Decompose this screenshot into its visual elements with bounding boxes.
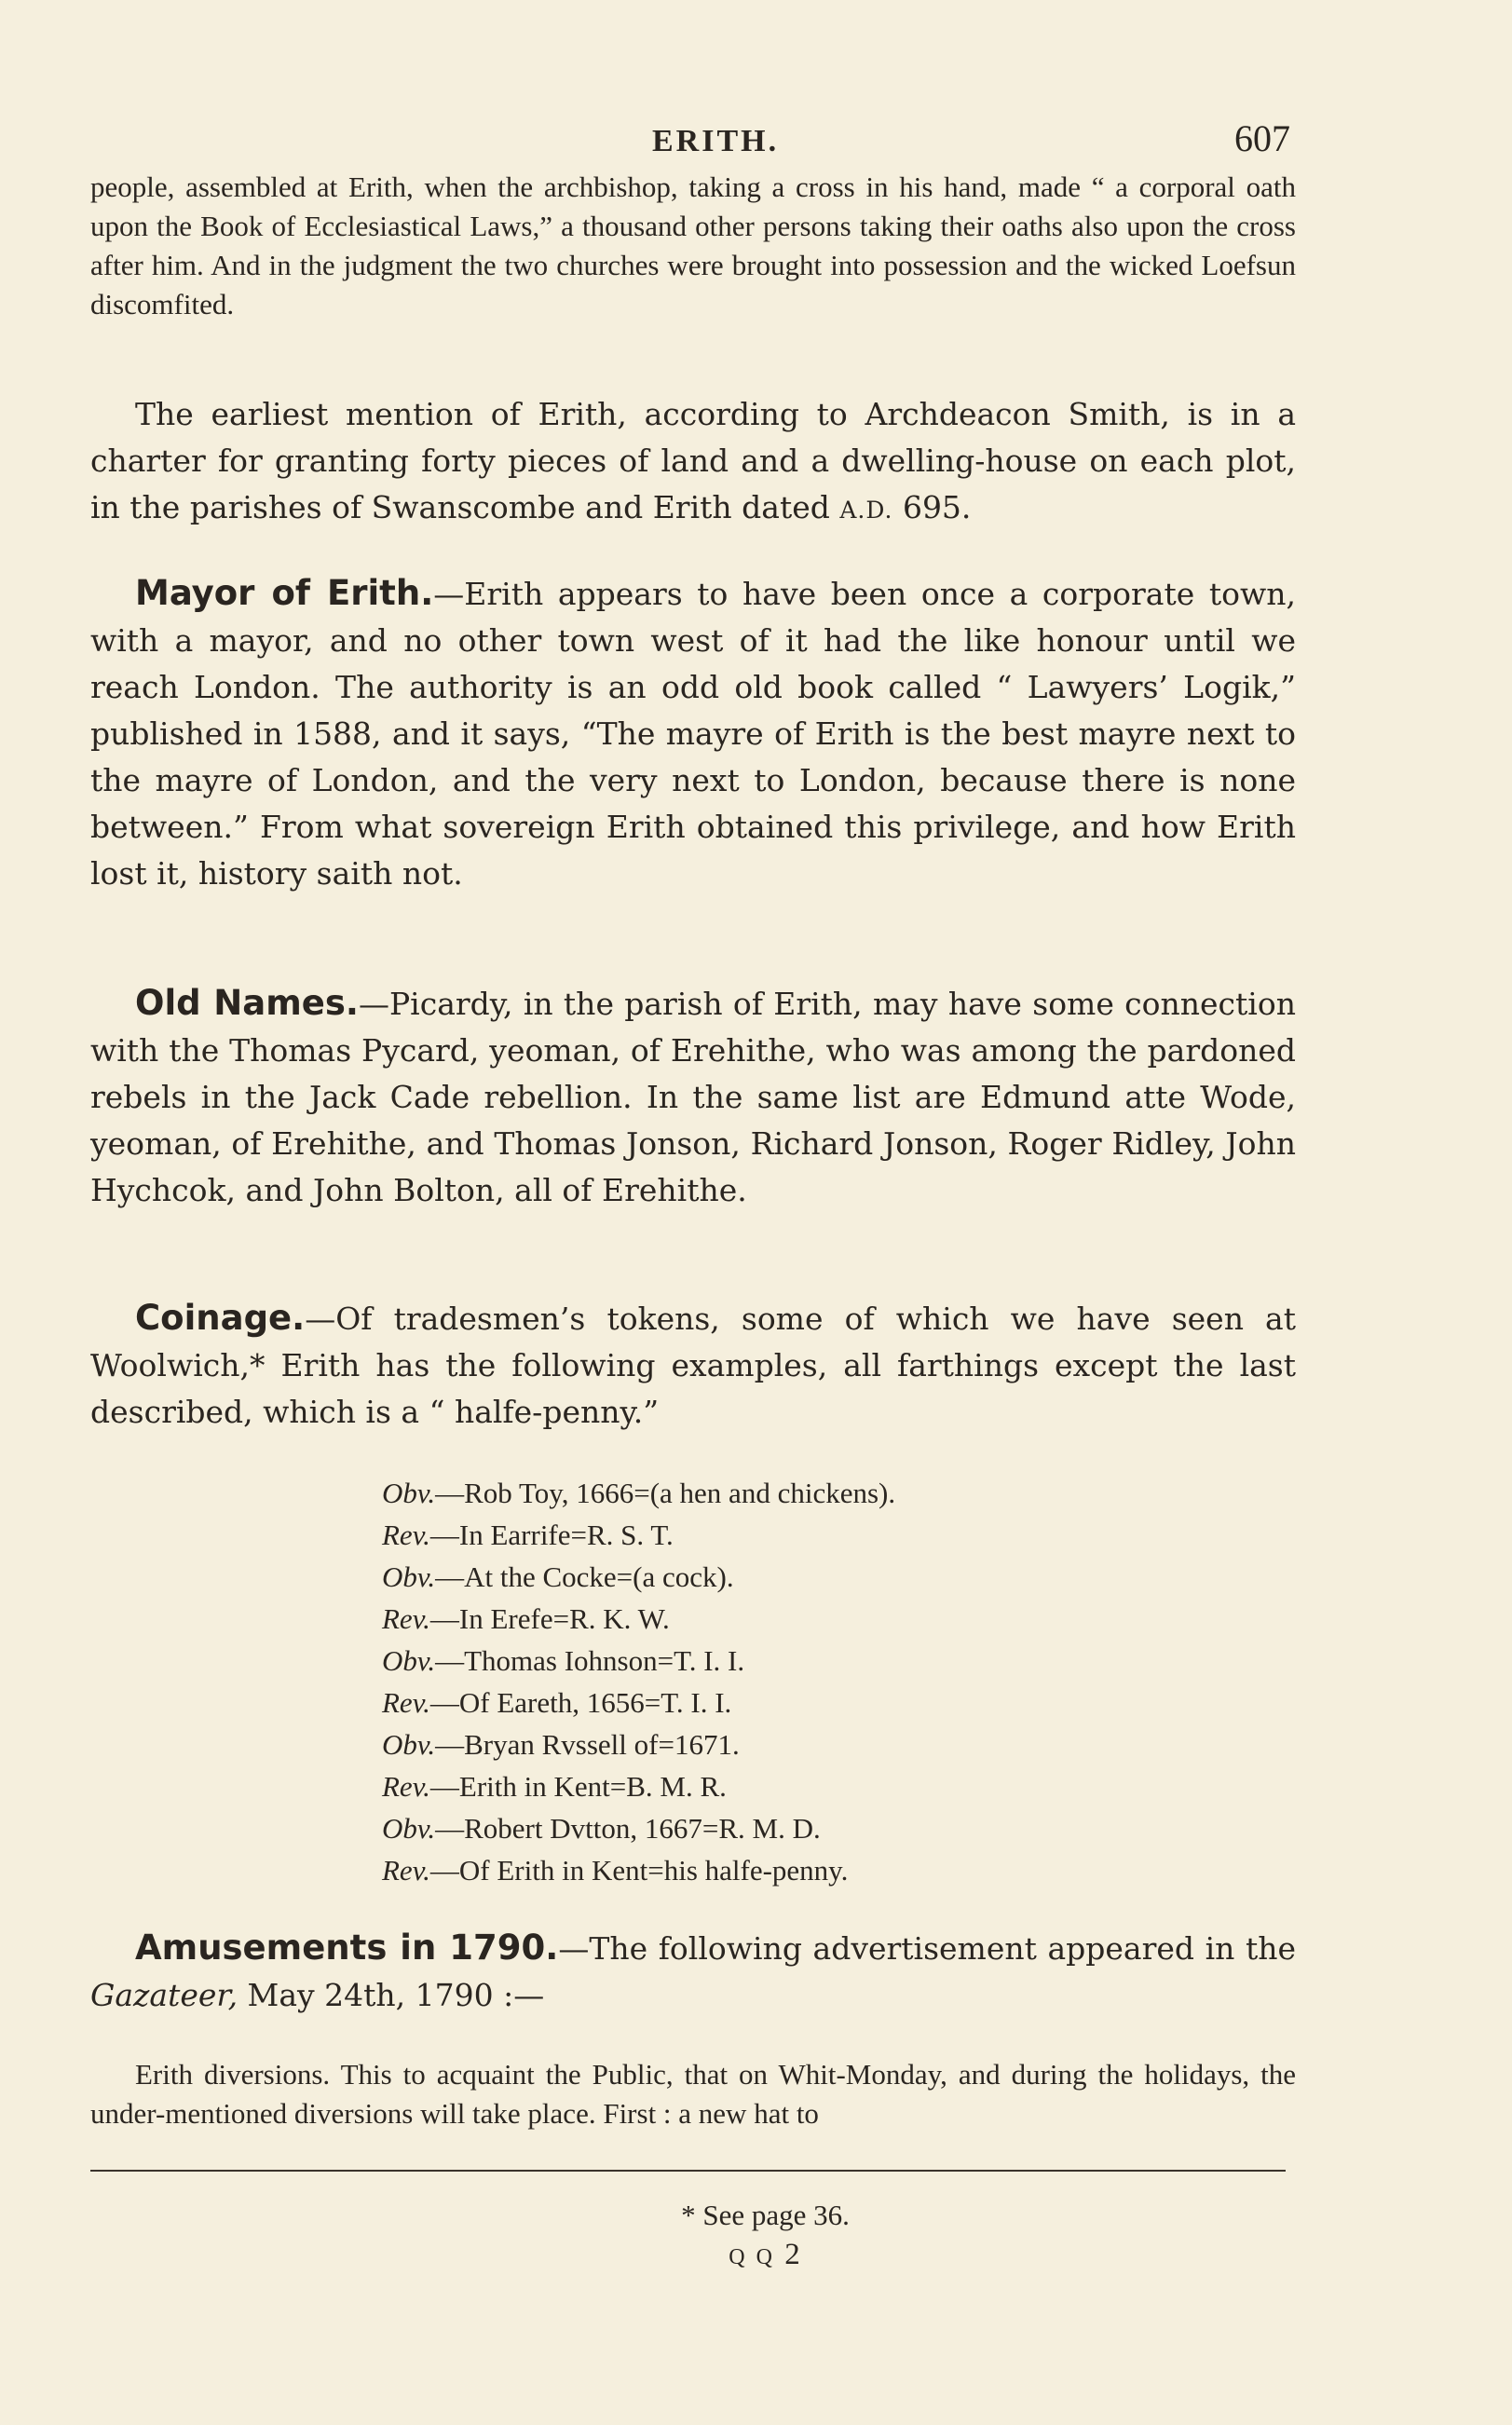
amusements-body-before: —The following advertisement appeared in the [558, 1930, 1297, 1967]
gazateer-title: Gazateer, [90, 1977, 238, 2013]
token-label: Obv. [382, 1560, 436, 1593]
token-line [382, 1723, 1127, 1765]
coinage-section [90, 1295, 1296, 1436]
era-label: A.D. [839, 497, 893, 524]
token-label: Rev. [382, 1854, 430, 1887]
diversions-paragraph: Erith diversions. This to acquaint the Public, that on Whit-Monday, and during the holidays, the under-mentioned diversions will take place. First : a new hat to [90, 2058, 1296, 2130]
token-line [382, 1514, 1127, 1556]
token-text: —In Earrife=R. S. T. [429, 1519, 674, 1551]
token-line [382, 1556, 1127, 1598]
page-number: 607 [1234, 117, 1290, 159]
token-text: —In Erefe=R. K. W. [429, 1602, 670, 1635]
token-text: —Bryan Rvssell of=1671. [435, 1728, 740, 1761]
running-head [0, 116, 1512, 163]
token-text: —At the Cocke=(a cock). [435, 1560, 734, 1593]
old-names-section [90, 980, 1296, 1214]
footnote-rule [90, 2170, 1286, 2172]
signature-letters: Q Q [729, 2245, 775, 2269]
earliest-text-after: 695. [892, 489, 972, 525]
token-line [382, 1765, 1127, 1807]
running-title: ERITH. [652, 124, 780, 158]
token-line [382, 1807, 1127, 1849]
token-text: —Robert Dvtton, 1667=R. M. D. [435, 1812, 821, 1845]
token-label: Obv. [382, 1477, 436, 1509]
token-line [382, 1682, 1127, 1723]
mayor-heading: Mayor of Erith. [135, 573, 434, 613]
token-text: —Of Erith in Kent=his halfe-penny. [429, 1854, 849, 1887]
token-text: —Erith in Kent=B. M. R. [429, 1770, 727, 1803]
token-line [382, 1598, 1127, 1640]
signature-number: 2 [784, 2238, 802, 2271]
amusements-section [90, 1925, 1296, 2019]
token-text: —Rob Toy, 1666=(a hen and chickens). [435, 1477, 896, 1509]
coinage-heading: Coinage. [135, 1298, 306, 1338]
token-line [382, 1849, 1127, 1891]
amusements-heading: Amusements in 1790. [135, 1928, 559, 1968]
earliest-text-before: The earliest mention of Erith, according to Archdeacon Smith, is in a charter for granting forty pieces of land and a dwelling-house on each plot, in the parishes of Swanscombe and Erith dated [90, 396, 1296, 525]
old-names-heading: Old Names. [135, 983, 359, 1023]
mayor-section [90, 570, 1296, 897]
mayor-body: —Erith appears to have been once a corporate town, with a mayor, and no other town west of it had the like honour until we reach London. The authority is an odd old book called “ Lawyers’ Logik,” published in 1588, and it says, “The mayre of Erith is the best mayre next to the mayre of London, and the very next to London, because there is none between.” From what sovereign Erith obtained this privilege, and how Erith lost it, history saith not. [90, 576, 1296, 892]
coinage-body: —Of tradesmen’s tokens, some of which we have seen at Woolwich,* Erith has the following examples, all farthings except the last described, which is a “ halfe-penny.” [90, 1301, 1296, 1430]
token-label: Rev. [382, 1519, 430, 1551]
token-label: Obv. [382, 1728, 436, 1761]
signature-mark [0, 2238, 1512, 2272]
token-list [382, 1472, 1127, 1891]
token-label: Rev. [382, 1602, 430, 1635]
token-label: Rev. [382, 1686, 430, 1719]
token-line [382, 1472, 1127, 1514]
token-label: Obv. [382, 1812, 436, 1845]
token-label: Rev. [382, 1770, 430, 1803]
token-label: Obv. [382, 1644, 436, 1677]
token-text: —Of Eareth, 1656=T. I. I. [429, 1686, 732, 1719]
token-line [382, 1640, 1127, 1682]
amusements-body-after: May 24th, 1790 :— [238, 1977, 545, 2013]
footnote: * See page 36. [681, 2199, 850, 2231]
old-names-body: —Picardy, in the parish of Erith, may have some connection with the Thomas Pycard, yeoman, of Erehithe, who was among the pardoned rebels in the Jack Cade rebellion. In the same list are Edmund atte Wode, yeoman, of Erehithe, and Thomas Jonson, Richard Jonson, Roger Ridley, John Hychcok, and John Bolton, all of Erehithe. [90, 986, 1296, 1208]
continuation-paragraph: people, assembled at Erith, when the archbishop, taking a cross in his hand, made “ a corporal oath upon the Book of Ecclesiastical Laws,” a thousand other persons taking their oaths also upon the cross after him. And in the judgment the two churches were brought into possession and the wicked Loefsun discomfited. [90, 170, 1296, 320]
earliest-mention-paragraph [90, 391, 1296, 534]
token-text: —Thomas Iohnson=T. I. I. [435, 1644, 745, 1677]
